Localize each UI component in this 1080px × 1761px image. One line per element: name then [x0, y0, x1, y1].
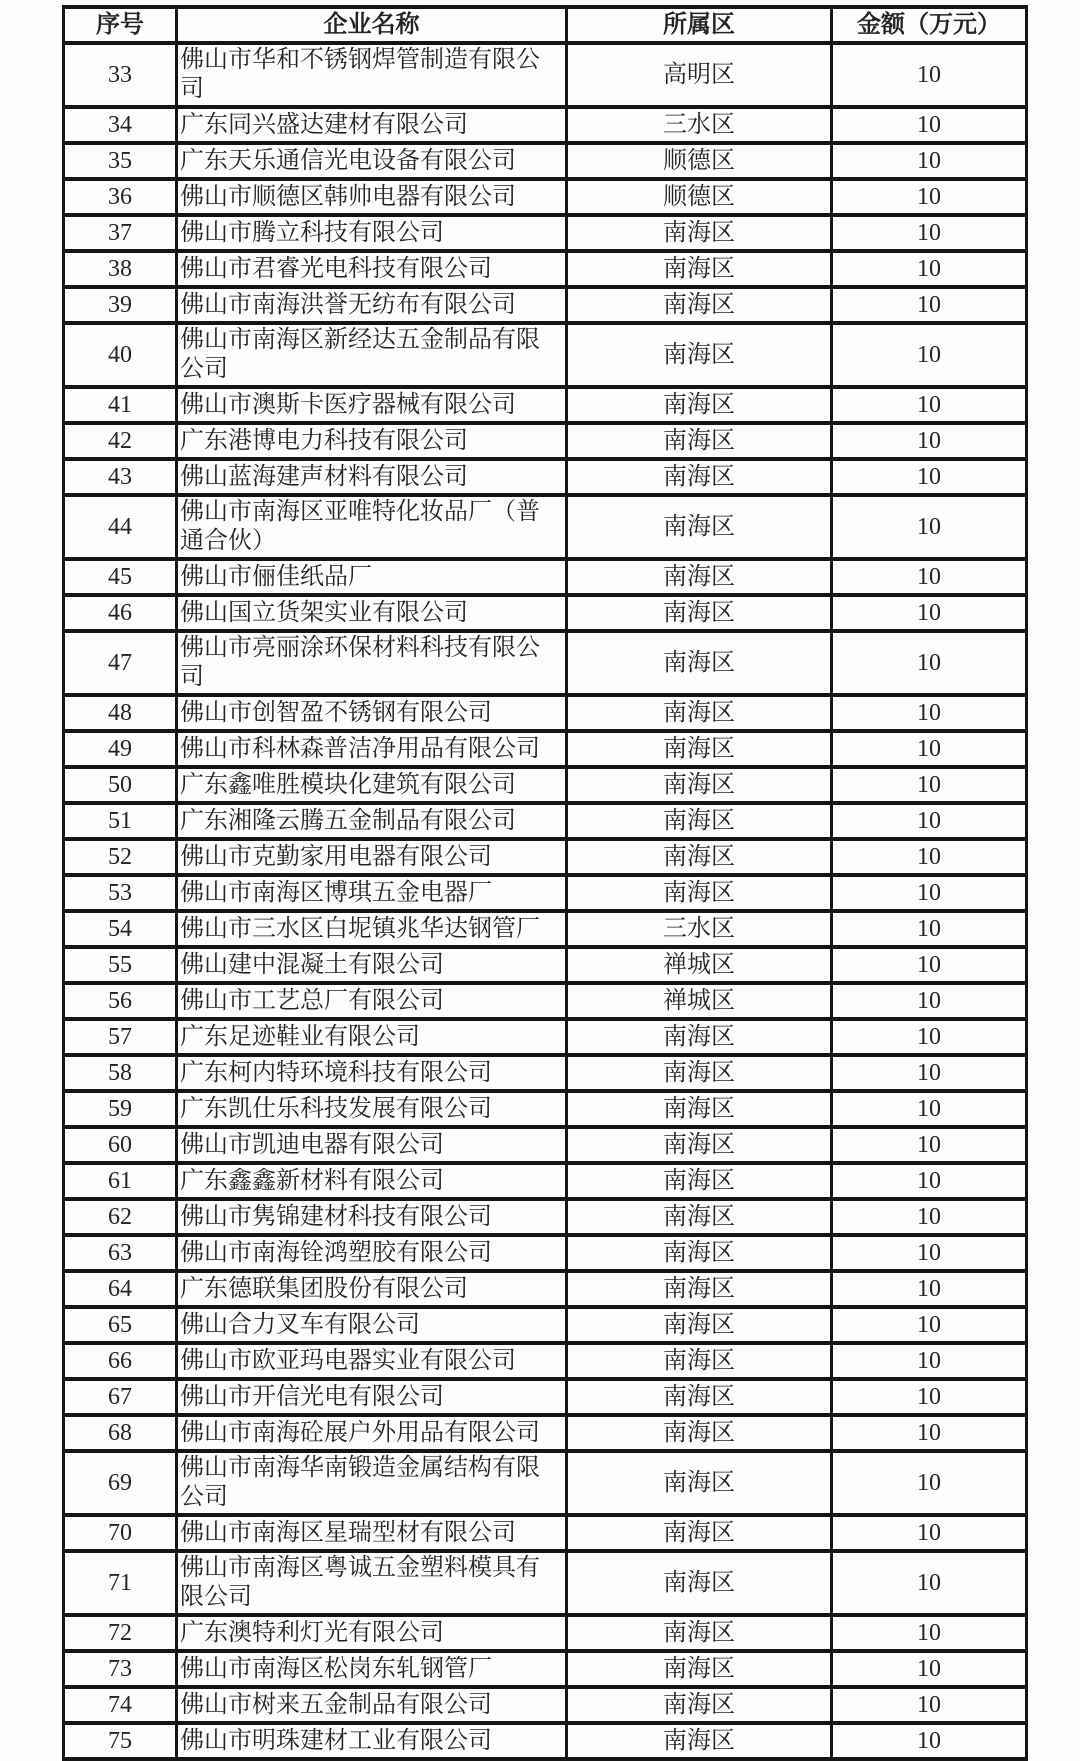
cell-no: 43: [64, 459, 177, 495]
cell-no: 56: [64, 983, 177, 1019]
table-row: [64, 215, 1027, 251]
table-row: [64, 1235, 1027, 1271]
table-row: [64, 495, 1027, 559]
table-row: [64, 839, 1027, 875]
cell-name: 佛山市科林森普洁净用品有限公司: [177, 731, 567, 767]
cell-no: 62: [64, 1199, 177, 1235]
cell-no: 50: [64, 767, 177, 803]
table-row: [64, 1199, 1027, 1235]
cell-region: 南海区: [567, 1379, 832, 1415]
table-row: [64, 947, 1027, 983]
cell-region: 南海区: [567, 731, 832, 767]
cell-amount: 10: [832, 251, 1027, 287]
cell-amount: 10: [832, 631, 1027, 695]
cell-no: 41: [64, 387, 177, 423]
table-row: [64, 1307, 1027, 1343]
table-row: [64, 1515, 1027, 1551]
cell-name: 广东澳特利灯光有限公司: [177, 1615, 567, 1651]
cell-name: 广东鑫鑫新材料有限公司: [177, 1163, 567, 1199]
cell-no: 65: [64, 1307, 177, 1343]
cell-region: 南海区: [567, 1343, 832, 1379]
table-row: [64, 251, 1027, 287]
cell-name: 佛山市明珠建材工业有限公司: [177, 1723, 567, 1759]
cell-region: 南海区: [567, 1055, 832, 1091]
cell-no: 67: [64, 1379, 177, 1415]
cell-name: 佛山市南海区松岗东轧钢管厂: [177, 1651, 567, 1687]
cell-region: 南海区: [567, 1019, 832, 1055]
cell-region: 顺德区: [567, 143, 832, 179]
cell-name: 广东湘隆云腾五金制品有限公司: [177, 803, 567, 839]
cell-region: 南海区: [567, 1091, 832, 1127]
cell-region: 南海区: [567, 875, 832, 911]
cell-amount: 10: [832, 1515, 1027, 1551]
cell-region: 南海区: [567, 803, 832, 839]
cell-no: 49: [64, 731, 177, 767]
cell-amount: 10: [832, 1091, 1027, 1127]
table-row: [64, 595, 1027, 631]
cell-name: 佛山市欧亚玛电器实业有限公司: [177, 1343, 567, 1379]
cell-amount: 10: [832, 1199, 1027, 1235]
company-table-body: [64, 43, 1027, 1759]
table-row: [64, 287, 1027, 323]
cell-region: 南海区: [567, 459, 832, 495]
cell-no: 70: [64, 1515, 177, 1551]
cell-name: 佛山市顺德区韩帅电器有限公司: [177, 179, 567, 215]
cell-name: 佛山市俪佳纸品厂: [177, 559, 567, 595]
cell-amount: 10: [832, 731, 1027, 767]
cell-name: 广东天乐通信光电设备有限公司: [177, 143, 567, 179]
cell-region: 南海区: [567, 559, 832, 595]
cell-amount: 10: [832, 323, 1027, 387]
cell-region: 南海区: [567, 1163, 832, 1199]
cell-no: 47: [64, 631, 177, 695]
cell-region: 三水区: [567, 107, 832, 143]
cell-amount: 10: [832, 1687, 1027, 1723]
cell-amount: 10: [832, 179, 1027, 215]
cell-region: 南海区: [567, 251, 832, 287]
header-company-name: 企业名称: [177, 7, 567, 43]
cell-no: 45: [64, 559, 177, 595]
table-row: [64, 1451, 1027, 1515]
cell-name: 佛山市南海砼展户外用品有限公司: [177, 1415, 567, 1451]
cell-amount: 10: [832, 875, 1027, 911]
table-row: [64, 1091, 1027, 1127]
cell-no: 33: [64, 43, 177, 107]
cell-no: 46: [64, 595, 177, 631]
cell-name: 佛山国立货架实业有限公司: [177, 595, 567, 631]
cell-region: 南海区: [567, 1515, 832, 1551]
table-row: [64, 1163, 1027, 1199]
cell-region: 南海区: [567, 215, 832, 251]
cell-amount: 10: [832, 43, 1027, 107]
cell-amount: 10: [832, 1615, 1027, 1651]
cell-no: 39: [64, 287, 177, 323]
cell-region: 南海区: [567, 839, 832, 875]
cell-amount: 10: [832, 1235, 1027, 1271]
cell-amount: 10: [832, 1127, 1027, 1163]
table-row: [64, 631, 1027, 695]
cell-amount: 10: [832, 1055, 1027, 1091]
cell-amount: 10: [832, 1163, 1027, 1199]
cell-no: 54: [64, 911, 177, 947]
cell-name: 佛山市创智盈不锈钢有限公司: [177, 695, 567, 731]
cell-region: 南海区: [567, 1235, 832, 1271]
cell-amount: 10: [832, 839, 1027, 875]
cell-name: 佛山市亮丽涂环保材料科技有限公司: [177, 631, 567, 695]
cell-region: 顺德区: [567, 179, 832, 215]
cell-no: 59: [64, 1091, 177, 1127]
cell-amount: 10: [832, 1307, 1027, 1343]
cell-amount: 10: [832, 595, 1027, 631]
cell-name: 广东凯仕乐科技发展有限公司: [177, 1091, 567, 1127]
table-row: [64, 1019, 1027, 1055]
cell-amount: 10: [832, 387, 1027, 423]
cell-amount: 10: [832, 423, 1027, 459]
cell-region: 南海区: [567, 423, 832, 459]
cell-region: 禅城区: [567, 983, 832, 1019]
table-row: [64, 803, 1027, 839]
table-row: [64, 559, 1027, 595]
table-row: [64, 423, 1027, 459]
cell-name: 广东港博电力科技有限公司: [177, 423, 567, 459]
table-header: [64, 7, 1027, 43]
cell-no: 40: [64, 323, 177, 387]
cell-amount: 10: [832, 767, 1027, 803]
cell-name: 佛山合力叉车有限公司: [177, 1307, 567, 1343]
table-row: [64, 43, 1027, 107]
cell-amount: 10: [832, 803, 1027, 839]
cell-region: 南海区: [567, 1723, 832, 1759]
cell-name: 佛山市南海华南锻造金属结构有限公司: [177, 1451, 567, 1515]
header-row: [64, 7, 1027, 43]
cell-region: 南海区: [567, 1551, 832, 1615]
cell-name: 佛山市树来五金制品有限公司: [177, 1687, 567, 1723]
table-row: [64, 323, 1027, 387]
cell-region: 南海区: [567, 767, 832, 803]
header-serial-number: 序号: [64, 7, 177, 43]
cell-region: 南海区: [567, 1687, 832, 1723]
cell-region: 南海区: [567, 695, 832, 731]
cell-no: 52: [64, 839, 177, 875]
table-row: [64, 1723, 1027, 1759]
cell-region: 南海区: [567, 631, 832, 695]
cell-name: 佛山市腾立科技有限公司: [177, 215, 567, 251]
table-row: [64, 1615, 1027, 1651]
cell-amount: 10: [832, 459, 1027, 495]
cell-no: 61: [64, 1163, 177, 1199]
table-row: [64, 695, 1027, 731]
cell-no: 73: [64, 1651, 177, 1687]
cell-no: 71: [64, 1551, 177, 1615]
table-row: [64, 107, 1027, 143]
cell-region: 南海区: [567, 1127, 832, 1163]
table-row: [64, 875, 1027, 911]
table-row: [64, 1687, 1027, 1723]
cell-amount: 10: [832, 107, 1027, 143]
table-row: [64, 1551, 1027, 1615]
cell-region: 南海区: [567, 387, 832, 423]
cell-name: 佛山市凯迪电器有限公司: [177, 1127, 567, 1163]
cell-name: 佛山市南海区星瑞型材有限公司: [177, 1515, 567, 1551]
table-row: [64, 1055, 1027, 1091]
table-row: [64, 1271, 1027, 1307]
cell-no: 42: [64, 423, 177, 459]
table-row: [64, 1343, 1027, 1379]
cell-region: 南海区: [567, 1651, 832, 1687]
cell-name: 佛山市南海区新经达五金制品有限公司: [177, 323, 567, 387]
table-row: [64, 143, 1027, 179]
cell-no: 35: [64, 143, 177, 179]
cell-name: 广东足迹鞋业有限公司: [177, 1019, 567, 1055]
cell-region: 南海区: [567, 495, 832, 559]
cell-name: 佛山市南海区粤诚五金塑料模具有限公司: [177, 1551, 567, 1615]
cell-name: 佛山市南海铨鸿塑胶有限公司: [177, 1235, 567, 1271]
table-row: [64, 767, 1027, 803]
cell-no: 57: [64, 1019, 177, 1055]
cell-no: 53: [64, 875, 177, 911]
cell-no: 58: [64, 1055, 177, 1091]
header-amount: 金额（万元）: [832, 7, 1027, 43]
cell-region: 三水区: [567, 911, 832, 947]
cell-amount: 10: [832, 143, 1027, 179]
table-row: [64, 1379, 1027, 1415]
cell-no: 63: [64, 1235, 177, 1271]
cell-region: 南海区: [567, 287, 832, 323]
cell-no: 44: [64, 495, 177, 559]
cell-name: 广东同兴盛达建材有限公司: [177, 107, 567, 143]
cell-amount: 10: [832, 695, 1027, 731]
cell-no: 68: [64, 1415, 177, 1451]
table-row: [64, 1651, 1027, 1687]
cell-name: 佛山市澳斯卡医疗器械有限公司: [177, 387, 567, 423]
cell-region: 南海区: [567, 1451, 832, 1515]
cell-name: 广东德联集团股份有限公司: [177, 1271, 567, 1307]
cell-name: 佛山市工艺总厂有限公司: [177, 983, 567, 1019]
cell-region: 南海区: [567, 1615, 832, 1651]
cell-region: 高明区: [567, 43, 832, 107]
cell-no: 55: [64, 947, 177, 983]
cell-amount: 10: [832, 215, 1027, 251]
cell-no: 75: [64, 1723, 177, 1759]
cell-region: 南海区: [567, 595, 832, 631]
cell-amount: 10: [832, 1451, 1027, 1515]
cell-amount: 10: [832, 1343, 1027, 1379]
cell-amount: 10: [832, 1723, 1027, 1759]
cell-amount: 10: [832, 911, 1027, 947]
cell-name: 佛山市南海区博琪五金电器厂: [177, 875, 567, 911]
cell-name: 佛山市克勤家用电器有限公司: [177, 839, 567, 875]
cell-region: 南海区: [567, 1307, 832, 1343]
table-row: [64, 911, 1027, 947]
cell-name: 佛山建中混凝土有限公司: [177, 947, 567, 983]
cell-amount: 10: [832, 983, 1027, 1019]
cell-region: 南海区: [567, 323, 832, 387]
header-district: 所属区: [567, 7, 832, 43]
cell-amount: 10: [832, 1651, 1027, 1687]
cell-no: 66: [64, 1343, 177, 1379]
cell-no: 69: [64, 1451, 177, 1515]
cell-name: 佛山市君睿光电科技有限公司: [177, 251, 567, 287]
cell-no: 37: [64, 215, 177, 251]
cell-amount: 10: [832, 1415, 1027, 1451]
cell-region: 南海区: [567, 1415, 832, 1451]
cell-amount: 10: [832, 1379, 1027, 1415]
company-subsidy-table: [62, 5, 1028, 1761]
cell-name: 佛山市隽锦建材科技有限公司: [177, 1199, 567, 1235]
cell-region: 南海区: [567, 1199, 832, 1235]
cell-no: 64: [64, 1271, 177, 1307]
cell-name: 佛山市三水区白坭镇兆华达钢管厂: [177, 911, 567, 947]
table-row: [64, 1127, 1027, 1163]
cell-name: 广东柯内特环境科技有限公司: [177, 1055, 567, 1091]
cell-no: 38: [64, 251, 177, 287]
cell-name: 佛山市开信光电有限公司: [177, 1379, 567, 1415]
table-row: [64, 179, 1027, 215]
cell-amount: 10: [832, 1551, 1027, 1615]
table-row: [64, 459, 1027, 495]
table-row: [64, 387, 1027, 423]
table-row: [64, 983, 1027, 1019]
table-row: [64, 731, 1027, 767]
cell-amount: 10: [832, 947, 1027, 983]
cell-no: 60: [64, 1127, 177, 1163]
cell-amount: 10: [832, 559, 1027, 595]
cell-region: 南海区: [567, 1271, 832, 1307]
cell-name: 广东鑫唯胜模块化建筑有限公司: [177, 767, 567, 803]
cell-no: 48: [64, 695, 177, 731]
cell-amount: 10: [832, 1019, 1027, 1055]
cell-amount: 10: [832, 495, 1027, 559]
cell-amount: 10: [832, 1271, 1027, 1307]
cell-name: 佛山市南海区亚唯特化妆品厂（普通合伙）: [177, 495, 567, 559]
cell-no: 34: [64, 107, 177, 143]
cell-no: 74: [64, 1687, 177, 1723]
cell-no: 36: [64, 179, 177, 215]
cell-name: 佛山蓝海建声材料有限公司: [177, 459, 567, 495]
cell-no: 51: [64, 803, 177, 839]
cell-no: 72: [64, 1615, 177, 1651]
cell-name: 佛山市华和不锈钢焊管制造有限公司: [177, 43, 567, 107]
cell-name: 佛山市南海洪誉无纺布有限公司: [177, 287, 567, 323]
table-row: [64, 1415, 1027, 1451]
cell-region: 禅城区: [567, 947, 832, 983]
cell-amount: 10: [832, 287, 1027, 323]
